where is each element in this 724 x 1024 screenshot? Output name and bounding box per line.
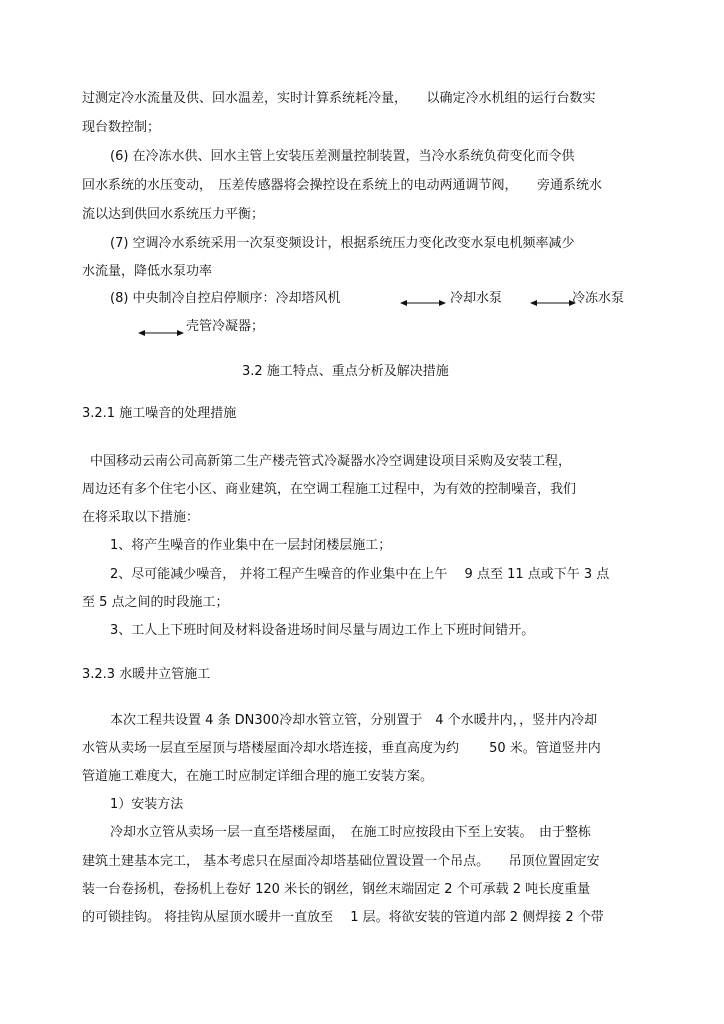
paragraph-line: 建筑土建基本完工， 基本考虑只在屋面冷却塔基础位置设置一个吊点。 吊顶位置固定安	[82, 854, 600, 869]
sequence-item-condenser: 壳管冷凝器；	[186, 319, 265, 334]
sequence-prefix: (8) 中央制冷自控启停顺序：冷却塔风机	[110, 291, 341, 306]
paragraph-line: 至 5 点之间的时段施工；	[82, 595, 229, 610]
subsection-heading: 3.2.1 施工噪音的处理措施	[82, 406, 237, 421]
paragraph-line: 在将采取以下措施：	[82, 510, 200, 525]
list-item: 1）安装方法	[110, 797, 184, 812]
paragraph-line: 过测定冷水流量及供、回水温差，实时计算系统耗冷量， 以确定冷水机组的运行台数实	[82, 91, 596, 106]
paragraph-line: 中国移动云南公司高新第二生产楼壳管式冷凝器水冷空调建设项目采购及安装工程，	[90, 454, 572, 469]
list-item: 2、尽可能减少噪音， 并将工程产生噪音的作业集中在上午 9 点至 11 点或下午 3 点	[110, 567, 610, 582]
subsection-heading: 3.2.3 水暖井立管施工	[82, 667, 211, 682]
paragraph-line: 水流量，降低水泵功率	[82, 264, 213, 279]
double-arrow-icon	[138, 328, 184, 338]
paragraph-line: (6) 在冷冻水供、回水主管上安装压差测量控制装置，当冷水系统负荷变化而令供	[110, 149, 575, 164]
double-arrow-icon	[400, 298, 446, 308]
paragraph-line: 回水系统的水压变动， 压差传感器将会操控设在系统上的电动两通调节阀， 旁通系统水	[82, 178, 603, 193]
paragraph-line: 现台数控制；	[82, 120, 161, 135]
sequence-item-cooling-pump: 冷却水泵	[450, 291, 503, 306]
section-heading: 3.2 施工特点、重点分析及解决措施	[242, 364, 449, 379]
paragraph-line: 冷却水立管从卖场一层一直至塔楼屋面， 在施工时应按段由下至上安装。 由于整栋	[110, 825, 592, 840]
paragraph-line: 本次工程共设置 4 条 DN300冷却水管立管，分别置于 4 个水暖井内，，竖井内冷却	[110, 713, 598, 728]
sequence-item-chilled-pump: 冷冻水泵	[572, 291, 625, 306]
paragraph-line: 水管从卖场一层直至屋顶与塔楼屋面冷却水塔连接，垂直高度为约 50 米。管道竖井内	[82, 741, 601, 756]
paragraph-line: (7) 空调冷水系统采用一次泵变频设计，根据系统压力变化改变水泵电机频率减少	[110, 236, 575, 251]
list-item: 3、工人上下班时间及材料设备进场时间尽量与周边工作上下班时间错开。	[110, 623, 535, 638]
double-arrow-icon	[530, 298, 576, 308]
list-item: 1、将产生噪音的作业集中在一层封闭楼层施工；	[110, 538, 392, 553]
paragraph-line: 装一台卷扬机，卷扬机上卷好 120 米长的钢丝，钢丝末端固定 2 个可承载 2 吨长度重量	[82, 882, 591, 897]
paragraph-line: 周边还有多个住宅小区、商业建筑，在空调工程施工过程中，为有效的控制噪音，我们	[82, 482, 577, 497]
paragraph-line: 管道施工难度大，在施工时应制定详细合理的施工安装方案。	[82, 769, 434, 784]
paragraph-line: 流以达到供回水系统压力平衡；	[82, 207, 265, 222]
paragraph-line: 的可锁挂钩。 将挂钩从屋顶水暖井一直放至 1 层。将欲安装的管道内部 2 侧焊接 2 个带	[82, 910, 604, 925]
